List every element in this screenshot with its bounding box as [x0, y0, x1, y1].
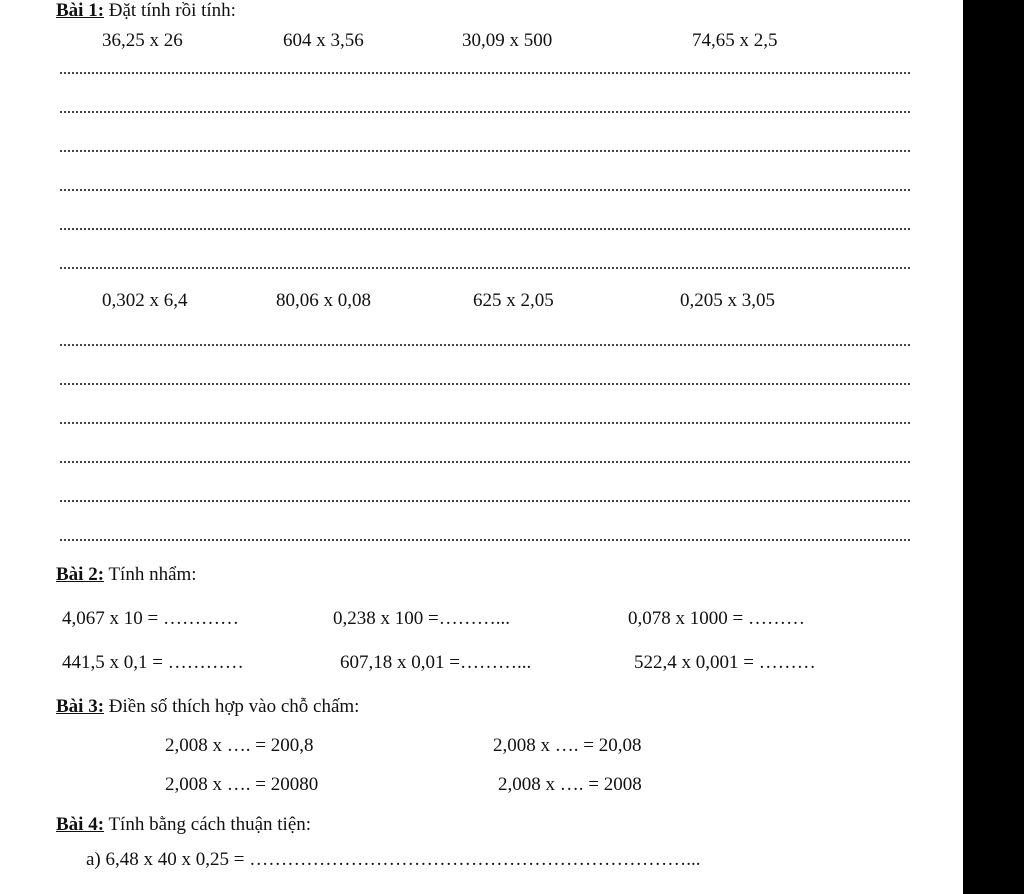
bai3-heading — [56, 696, 359, 718]
bai3-item-1: 2,008 x …. = 200,8 — [165, 735, 314, 756]
bai2-label: Bài 2: — [56, 564, 105, 585]
bai3-title: Điền số thích hợp vào chỗ chấm: — [108, 696, 360, 717]
bai1-problem-1: 36,25 x 26 — [102, 30, 183, 51]
bai4-label: Bài 4: — [56, 814, 105, 835]
bai1-problem-2: 604 x 3,56 — [283, 30, 364, 51]
answer-line[interactable] — [60, 500, 910, 502]
answer-line[interactable] — [60, 72, 910, 74]
answer-line[interactable] — [60, 111, 910, 113]
answer-line[interactable] — [60, 228, 910, 230]
answer-line[interactable] — [60, 189, 910, 191]
bai2-item-6: 522,4 x 0,001 = ……… — [634, 652, 816, 673]
bai4-heading — [56, 814, 311, 836]
bai1-label: Bài 1: — [56, 0, 105, 21]
bai3-item-4: 2,008 x …. = 2008 — [498, 774, 642, 795]
right-border-bar — [963, 0, 1024, 894]
bai2-title: Tính nhẩm: — [108, 564, 197, 585]
bai2-item-5: 607,18 x 0,01 =………... — [340, 652, 532, 673]
bai1-problem-3: 30,09 x 500 — [462, 30, 553, 51]
bai1-problem-8: 0,205 x 3,05 — [680, 290, 775, 311]
bai2-item-2: 0,238 x 100 =………... — [333, 608, 510, 629]
answer-line[interactable] — [60, 422, 910, 424]
answer-line[interactable] — [60, 150, 910, 152]
bai1-problem-7: 625 x 2,05 — [473, 290, 554, 311]
bai1-title: Đặt tính rồi tính: — [108, 0, 236, 21]
bai1-problem-4: 74,65 x 2,5 — [692, 30, 778, 51]
bai1-problem-6: 80,06 x 0,08 — [276, 290, 371, 311]
answer-line[interactable] — [60, 461, 910, 463]
bai2-heading — [56, 564, 197, 586]
bai4-title: Tính bằng cách thuận tiện: — [108, 814, 312, 835]
answer-line[interactable] — [60, 539, 910, 541]
bai4-item-a: a) 6,48 x 40 x 0,25 = ……………………………………………………………... — [86, 849, 701, 870]
answer-line[interactable] — [60, 267, 910, 269]
bai2-item-4: 441,5 x 0,1 = ………… — [62, 652, 244, 673]
bai3-label: Bài 3: — [56, 696, 105, 717]
bai3-item-2: 2,008 x …. = 20,08 — [493, 735, 642, 756]
bai1-heading — [56, 0, 236, 22]
answer-line[interactable] — [60, 383, 910, 385]
answer-line[interactable] — [60, 344, 910, 346]
bai1-problem-5: 0,302 x 6,4 — [102, 290, 188, 311]
bai2-item-1: 4,067 x 10 = ………… — [62, 608, 239, 629]
bai3-item-3: 2,008 x …. = 20080 — [165, 774, 319, 795]
bai2-item-3: 0,078 x 1000 = ……… — [628, 608, 805, 629]
